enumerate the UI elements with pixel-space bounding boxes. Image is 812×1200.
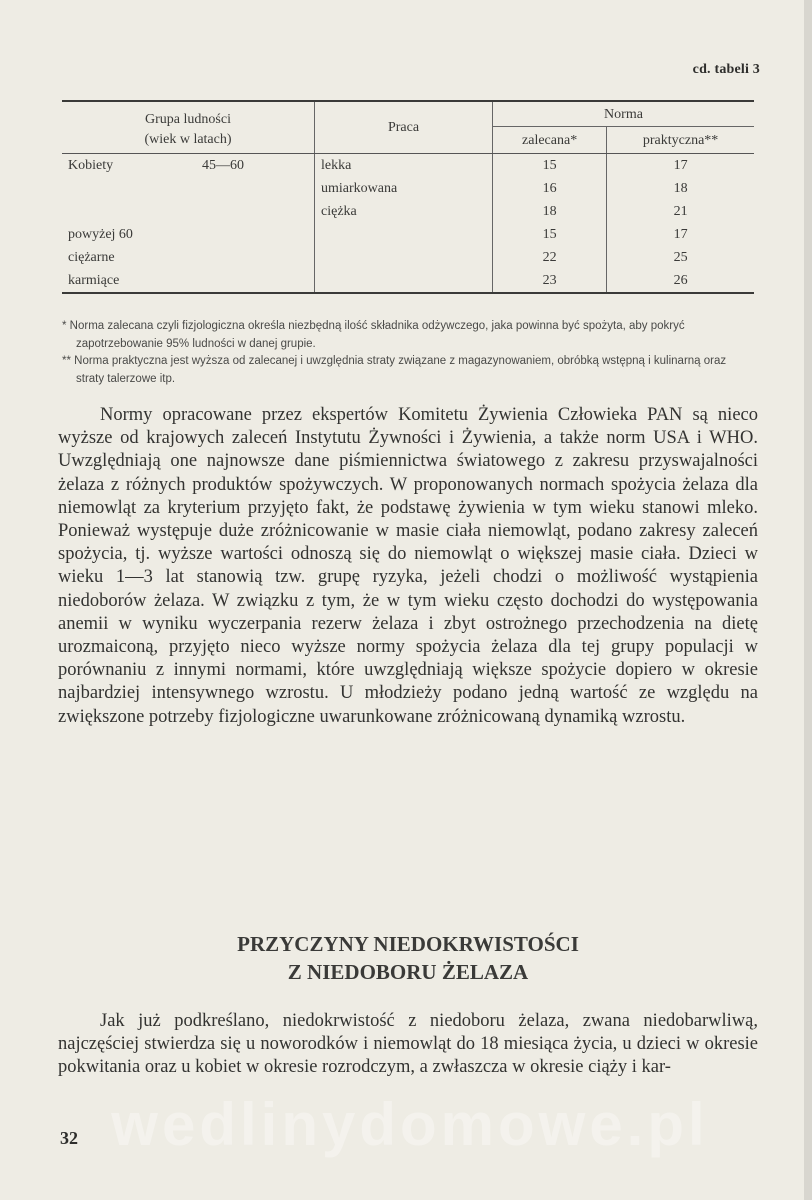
cell-age: 45—60 — [202, 158, 244, 173]
table-row — [62, 177, 754, 200]
header-practical: praktyczna** — [607, 127, 754, 154]
cell-work: lekka — [315, 154, 493, 178]
header-norm: Norma — [493, 101, 755, 127]
footnote-recommended: * Norma zalecana czyli fizjologiczna określa niezbędną ilość składnika odżywczego, jaka powinna być spożyta, aby pokryć zapotrzebowanie 95% ludności w danej grupie. — [62, 320, 685, 350]
iron-norm-table — [62, 100, 754, 294]
cell-group — [62, 177, 315, 200]
header-group-sublabel: (wiek w latach) — [144, 131, 232, 147]
paragraph: Jak już podkreślano, niedokrwistość z niedoboru żelaza, zwana niedobarwliwą, najczęściej stwierdza się u noworodków i niemowląt do 18 miesiąca życia, u dzieci w okresie pokwitania oraz u kobiet w okresie rozrodczym, a zwłaszcza w okresie ciąży i kar- — [58, 1011, 758, 1078]
footnote-practical: ** Norma praktyczna jest wyższa od zalecanej i uwzględnia straty związane z magazynowaniem, obróbką wstępną i kulinarną oraz straty talerzowe itp. — [62, 355, 727, 385]
table-row — [62, 223, 754, 246]
page-number: 32 — [60, 1128, 78, 1148]
section-heading — [58, 930, 758, 986]
table-row — [62, 154, 754, 178]
header-work: Praca — [315, 101, 493, 154]
cell-recommended: 23 — [493, 269, 607, 293]
cell-practical: 21 — [673, 204, 688, 219]
cell-work — [315, 223, 493, 246]
cell-work: umiarkowana — [315, 177, 493, 200]
heading-line: Z NIEDOBORU ŻELAZA — [287, 960, 529, 984]
paragraph: Normy opracowane przez ekspertów Komitetu Żywienia Człowieka PAN są nieco wyższe od krajowych zaleceń Instytutu Żywności i Żywienia, a także norm USA i WHO. Uwzględniają one najnowsze dane piśmiennictwa światowego z zakresu przyswajalności żelaza z różnych produktów spożywczych. W proponowanych normach spożycia żelaza dla niemowląt za kryterium przyjęto fakt, że podstawę żywienia w tym wieku stanowi mleko. Ponieważ występuje duże zróżnicowanie w masie ciała niemowląt, podano zakresy zaleceń spożycia, tj. wyższe wartości odnoszą się do niemowląt o większej masie ciała. Dzieci w wieku 1—3 lat stanowią tzw. grupę ryzyka, jeżeli chodzi o możliwość wystąpienia niedoborów żelaza. W związku z tym, że w tym wieku często dochodzi do występowania anemii w wyniku wyczerpania rezerw żelaza i zbyt ostrożnego przechodzenia na dietę urozmaiconą, przyjęto nieco wyższe normy spożycia żelaza dla tej grupy populacji w porównaniu z innymi normami, które uwzględniają większe spożycie dopiero w okresie najbardziej intensywnego wzrostu. U młodzieży podano jedną wartość ze względu na zwiększone potrzeby fizjologiczne uwarunkowane zróżnicowaną dynamiką wzrostu. — [58, 405, 758, 727]
cell-practical: 17 — [673, 158, 688, 173]
cell-recommended: 16 — [493, 177, 607, 200]
header-recommended: zalecana* — [493, 127, 607, 154]
cell-group: Kobiety 45—60 — [62, 154, 315, 178]
watermark: wedlinydomowe.pl — [111, 1091, 709, 1158]
body-text — [58, 404, 758, 729]
table-row — [62, 200, 754, 223]
cell-recommended: 15 — [493, 154, 607, 178]
body-text-section — [58, 1010, 758, 1080]
header-group-label: Grupa ludności — [145, 111, 231, 127]
cell-recommended: 15 — [493, 223, 607, 246]
cell-work: ciężka — [315, 200, 493, 223]
cell-recommended: 22 — [493, 246, 607, 269]
cell-group — [62, 200, 315, 223]
cell-group: karmiące — [62, 269, 315, 293]
cell-practical: 26 — [607, 269, 754, 293]
cell-practical: 17 — [673, 227, 688, 242]
cell-recommended: 18 — [493, 200, 607, 223]
table-continuation-label: cd. tabeli 3 — [692, 62, 760, 77]
cell-group: powyżej 60 — [62, 223, 315, 246]
cell-practical: 18 — [673, 181, 688, 196]
table-row — [62, 269, 754, 293]
cell-work — [315, 246, 493, 269]
table-row — [62, 246, 754, 269]
cell-practical: 25 — [673, 250, 688, 265]
table-footnotes — [62, 318, 754, 388]
cell-group: ciężarne — [62, 246, 315, 269]
cell-work — [315, 269, 493, 293]
header-group — [62, 101, 315, 154]
heading-line: PRZYCZYNY NIEDOKRWISTOŚCI — [237, 932, 579, 956]
page-edge — [804, 0, 812, 1200]
